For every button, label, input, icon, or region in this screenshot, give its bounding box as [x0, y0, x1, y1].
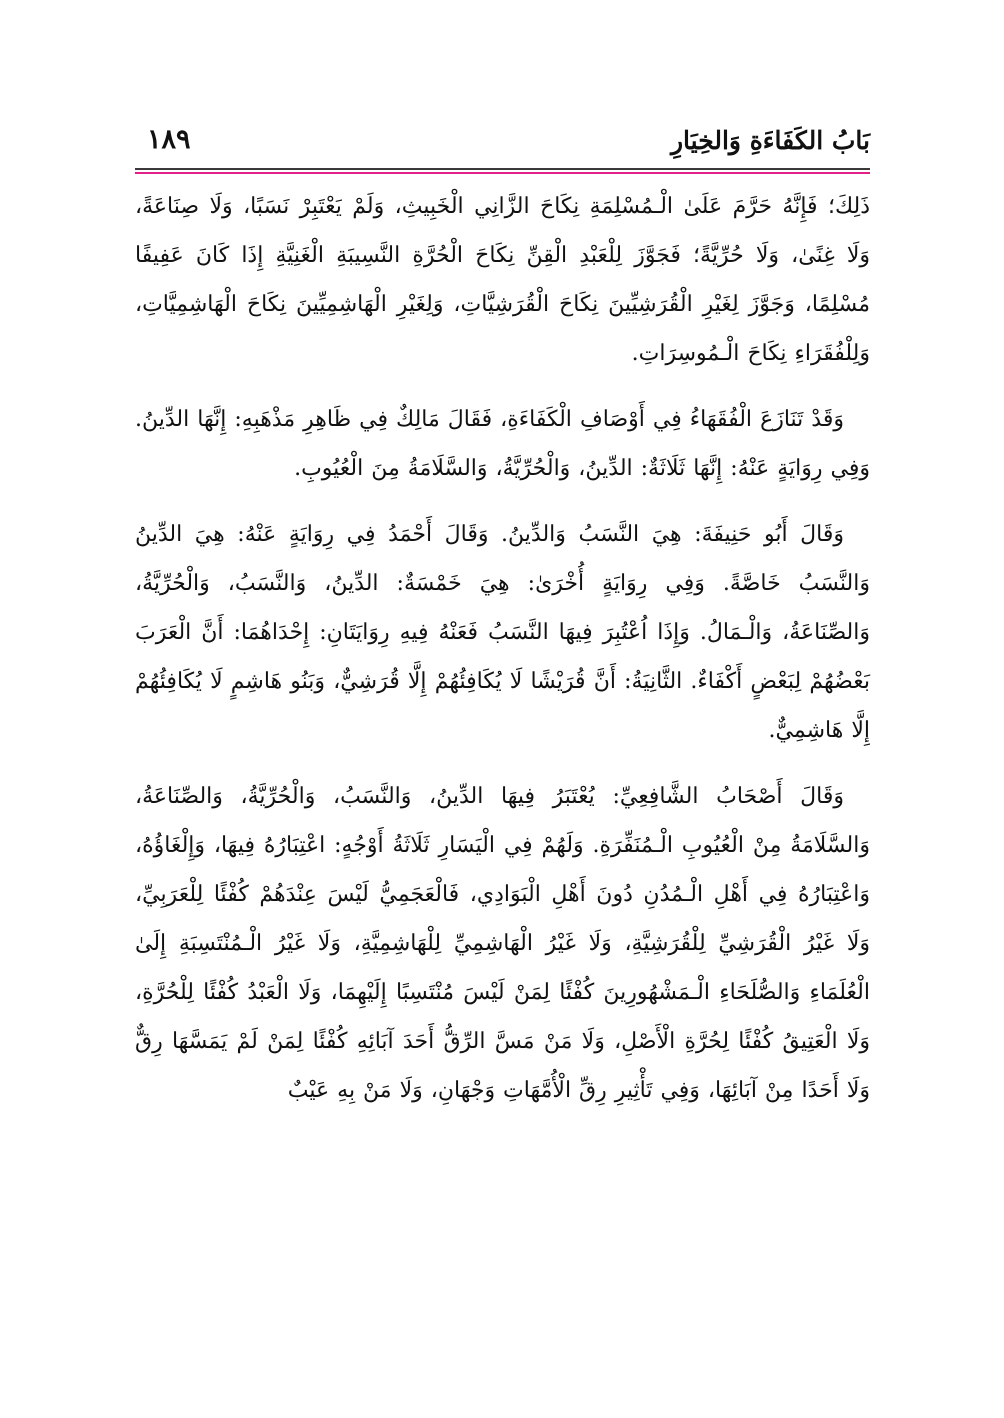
header-rule-dark: [135, 168, 870, 170]
page-number: ١٨٩: [147, 124, 191, 155]
chapter-title: بَابُ الكَفَاءَةِ وَالخِيَارِ: [670, 126, 870, 155]
book-page: [135, 118, 870, 1318]
paragraph: وَقَالَ أَبُو حَنِيفَةَ: هِيَ النَّسَبُ وَالدِّينُ. وَقَالَ أَحْمَدُ فِي رِوَايَةٍ عَنْهُ: هِيَ الدِّينُ وَالنَّسَبُ خَاصَّةً. وَفِي رِوَايَةٍ أُخْرَىٰ: هِيَ خَمْسَةٌ: الدِّينُ، وَالنَّسَبُ، وَالْحُرِّيَّةُ، وَالصِّنَاعَةُ، وَالْـمَالُ. وَإِذَا اُعْتُبِرَ فِيهَا النَّسَبُ فَعَنْهُ فِيهِ رِوَايَتَانِ: إِحْدَاهُمَا: أَنَّ الْعَرَبَ بَعْضُهُمْ لِبَعْضٍ أَكْفَاءٌ. الثَّانِيَةُ: أَنَّ قُرَيْشًا لَا يُكَافِئُهُمْ إِلَّا قُرَشِيٌّ، وَبَنُو هَاشِمٍ لَا يُكَافِئُهُمْ إِلَّا هَاشِمِيٌّ.: [135, 522, 870, 743]
paragraph: وَقَدْ تَنَازَعَ الْفُقَهَاءُ فِي أَوْصَافِ الْكَفَاءَةِ، فَقَالَ مَالِكٌ فِي ظَاهِرِ مَذْهَبِهِ: إِنَّهَا الدِّينُ. وَفِي رِوَايَةٍ عَنْهُ: إِنَّهَا ثَلَاثَةٌ: الدِّينُ، وَالْحُرِّيَّةُ، وَالسَّلَامَةُ مِنَ الْعُيُوبِ.: [135, 407, 870, 481]
page-header: [135, 118, 870, 170]
paragraph: وَقَالَ أَصْحَابُ الشَّافِعِيِّ: يُعْتَبَرُ فِيهَا الدِّينُ، وَالنَّسَبُ، وَالْحُرِّيَّةُ، وَالصِّنَاعَةُ، وَالسَّلَامَةُ مِنْ الْعُيُوبِ الْـمُنَفِّرَةِ. وَلَهُمْ فِي الْيَسَارِ ثَلَاثَةُ أَوْجُهٍ: اعْتِبَارُهُ فِيهَا، وَإِلْغَاؤُهُ، وَاعْتِبَارُهُ فِي أَهْلِ الْـمُدُنِ دُونَ أَهْلِ الْبَوَادِي، فَالْعَجَمِيُّ لَيْسَ عِنْدَهُمْ كُفْئًا لِلْعَرَبِيِّ، وَلَا غَيْرُ الْقُرَشِيِّ لِلْقُرَشِيَّةِ، وَلَا غَيْرُ الْهَاشِمِيِّ لِلْهَاشِمِيَّةِ، وَلَا غَيْرُ الْـمُنْتَسِبَةِ إِلَىٰ الْعُلَمَاءِ وَالصُّلَحَاءِ الْـمَشْهُورِينَ كُفْئًا لِمَنْ لَيْسَ مُنْتَسِبًا إِلَيْهِمَا، وَلَا الْعَبْدُ كُفْئًا لِلْحُرَّةِ، وَلَا الْعَتِيقُ كُفْئًا لِحُرَّةِ الْأَصْلِ، وَلَا مَنْ مَسَّ الرِّقُّ أَحَدَ آبَائِهِ كُفْئًا لِمَنْ لَمْ يَمَسَّهَا رِقٌّ وَلَا أَحَدًا مِنْ آبَائِهَا، وَفِي تَأْثِيرِ رِقِّ الْأُمَّهَاتِ وَجْهَانِ، وَلَا مَنْ بِهِ عَيْبٌ: [135, 784, 870, 1103]
header-rule-accent: [135, 172, 870, 174]
paragraph: ذَلِكَ؛ فَإِنَّهُ حَرَّمَ عَلَىٰ الْـمُسْلِمَةِ نِكَاحَ الزَّانِي الْخَبِيثِ، وَلَمْ يَعْتَبِرْ نَسَبًا، وَلَا صِنَاعَةً، وَلَا غِنًىٰ، وَلَا حُرِّيَّةً؛ فَجَوَّزَ لِلْعَبْدِ الْقِنِّ نِكَاحَ الْحُرَّةِ النَّسِيبَةِ الْغَنِيَّةِ إِذَا كَانَ عَفِيفًا مُسْلِمًا، وَجَوَّزَ لِغَيْرِ الْقُرَشِيِّينَ نِكَاحَ الْقُرَشِيَّاتِ، وَلِغَيْرِ الْهَاشِمِيِّينَ نِكَاحَ الْهَاشِمِيَّاتِ، وَلِلْفُقَرَاءِ نِكَاحَ الْـمُوسِرَاتِ.: [135, 194, 870, 366]
body-text: [135, 182, 870, 1132]
